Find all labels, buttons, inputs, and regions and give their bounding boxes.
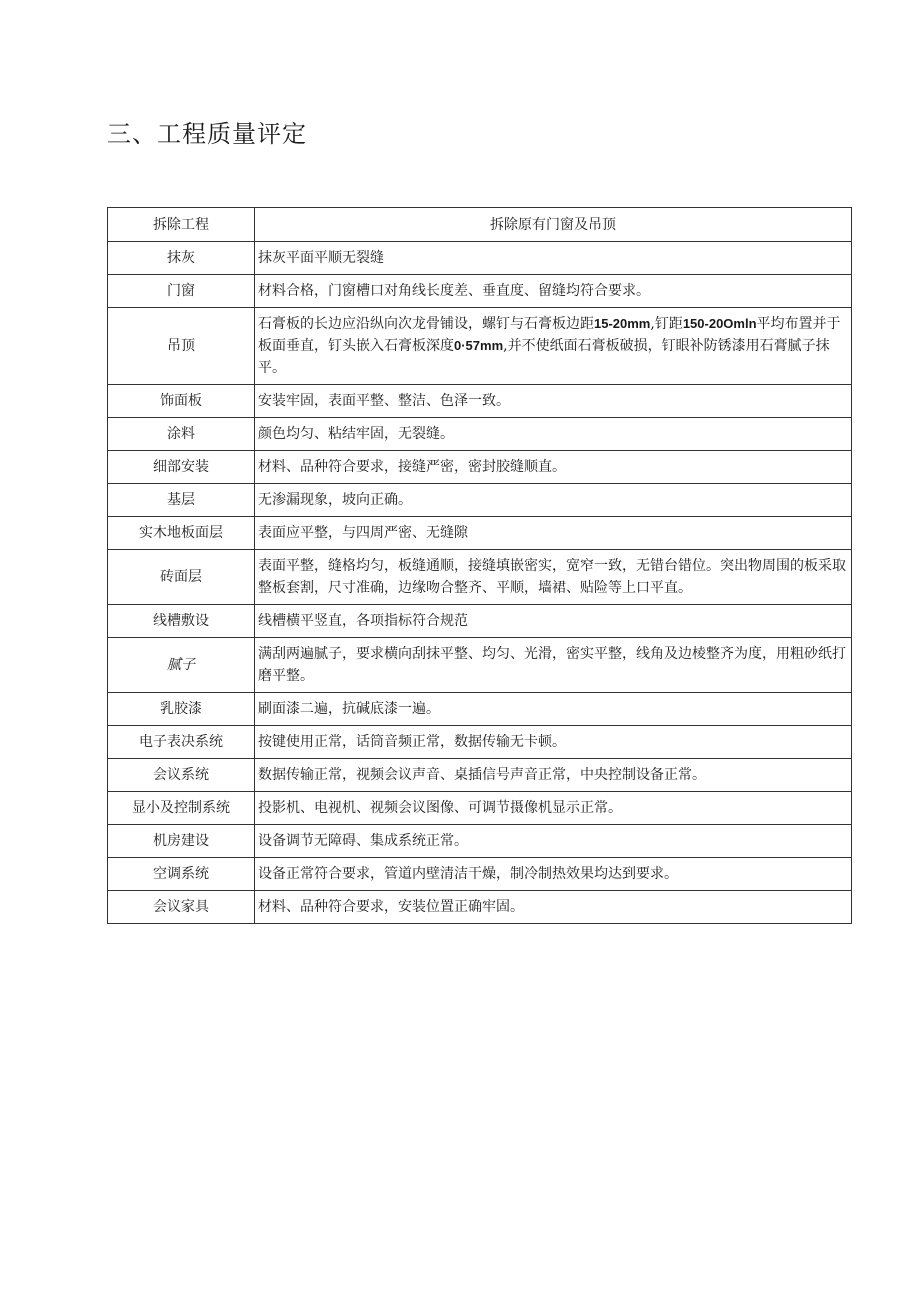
- item-cell: 细部安装: [108, 451, 255, 484]
- table-row: [108, 858, 852, 891]
- item-cell: 涂料: [108, 418, 255, 451]
- item-cell: 实木地板面层: [108, 517, 255, 550]
- item-cell: 饰面板: [108, 385, 255, 418]
- item-cell: 空调系统: [108, 858, 255, 891]
- table-row: [108, 385, 852, 418]
- table-row: [108, 825, 852, 858]
- desc-cell: 数据传输正常，视频会议声音、桌插信号声音正常，中央控制设备正常。: [255, 759, 852, 792]
- desc-cell: 设备调节无障碍、集成系统正常。: [255, 825, 852, 858]
- item-cell: 机房建设: [108, 825, 255, 858]
- item-cell: 乳胶漆: [108, 693, 255, 726]
- desc-cell: 投影机、电视机、视频会议图像、可调节摄像机显示正常。: [255, 792, 852, 825]
- desc-cell: 线槽横平竖直，各项指标符合规范: [255, 605, 852, 638]
- desc-text: 石膏板的长边应沿纵向次龙骨铺设，螺钉与石膏板边距: [258, 316, 594, 332]
- page-title: 三、工程质量评定: [107, 120, 307, 148]
- item-cell: 线槽敷设: [108, 605, 255, 638]
- item-cell: 吊顶: [108, 308, 255, 385]
- desc-cell: 颜色均匀、粘结牢固，无裂缝。: [255, 418, 852, 451]
- item-cell: 门窗: [108, 275, 255, 308]
- desc-cell: 抹灰平面平顺无裂缝: [255, 242, 852, 275]
- desc-cell: 表面应平整，与四周严密、无缝隙: [255, 517, 852, 550]
- item-cell: 抹灰: [108, 242, 255, 275]
- table-row: [108, 792, 852, 825]
- desc-text: ,钉距: [650, 316, 683, 332]
- desc-cell: 安装牢固，表面平整、整洁、色泽一致。: [255, 385, 852, 418]
- item-cell: 会议家具: [108, 891, 255, 924]
- item-cell: 砖面层: [108, 550, 255, 605]
- header-desc-cell: 拆除原有门窗及吊顶: [255, 208, 852, 242]
- desc-cell: 满刮两遍腻子，要求横向刮抹平整、均匀、光滑，密实平整，线角及边棱整齐为度，用粗砂纸打磨平整。: [255, 638, 852, 693]
- table-header-row: [108, 208, 852, 242]
- table-row: [108, 891, 852, 924]
- table-row: [108, 759, 852, 792]
- table-row: [108, 484, 852, 517]
- table-row: [108, 693, 852, 726]
- table-row: [108, 242, 852, 275]
- table-row: [108, 605, 852, 638]
- item-cell: 显小及控制系统: [108, 792, 255, 825]
- table-row: [108, 550, 852, 605]
- table-row: [108, 517, 852, 550]
- desc-cell: 材料合格，门窗槽口对角线长度差、垂直度、留缝均符合要求。: [255, 275, 852, 308]
- table-row: [108, 451, 852, 484]
- table-row: [108, 308, 852, 385]
- desc-text: ,并不使纸面石膏板破损，钉眼补防锈漆用石膏腻子抹平。: [258, 338, 830, 376]
- desc-cell: 表面平整，缝格均匀，板缝通顺，接缝填嵌密实，宽窄一致，无错台错位。突出物周围的板采取整板套割，尺寸准确，边缘吻合整齐、平顺，墙裙、贴险等上口平直。: [255, 550, 852, 605]
- item-cell: 会议系统: [108, 759, 255, 792]
- edge-distance-value: 15-20mm: [594, 316, 651, 331]
- desc-cell: 刷面漆二遍，抗碱底漆一遍。: [255, 693, 852, 726]
- table-row: [108, 638, 852, 693]
- quality-evaluation-table: [107, 207, 852, 924]
- table-row: [108, 418, 852, 451]
- table-row: [108, 275, 852, 308]
- desc-cell: 材料、品种符合要求，安装位置正确牢固。: [255, 891, 852, 924]
- item-cell: 腻子: [108, 638, 255, 693]
- screw-depth-value: 0·57mm: [454, 338, 504, 353]
- item-cell: 基层: [108, 484, 255, 517]
- header-item-cell: 拆除工程: [108, 208, 255, 242]
- desc-text: 平均布置并于板面垂直，钉头嵌入石膏板深度: [258, 316, 841, 354]
- desc-cell: 材料、品种符合要求，接缝严密，密封胶缝顺直。: [255, 451, 852, 484]
- table-row: [108, 726, 852, 759]
- desc-cell: 无渗漏现象，坡向正确。: [255, 484, 852, 517]
- screw-spacing-value: 150-20Omln: [682, 316, 757, 331]
- desc-cell: 设备正常符合要求，管道内壁清洁干燥，制冷制热效果均达到要求。: [255, 858, 852, 891]
- item-cell: 电子表决系统: [108, 726, 255, 759]
- desc-cell: [255, 308, 852, 385]
- desc-cell: 按键使用正常，话筒音频正常，数据传输无卡顿。: [255, 726, 852, 759]
